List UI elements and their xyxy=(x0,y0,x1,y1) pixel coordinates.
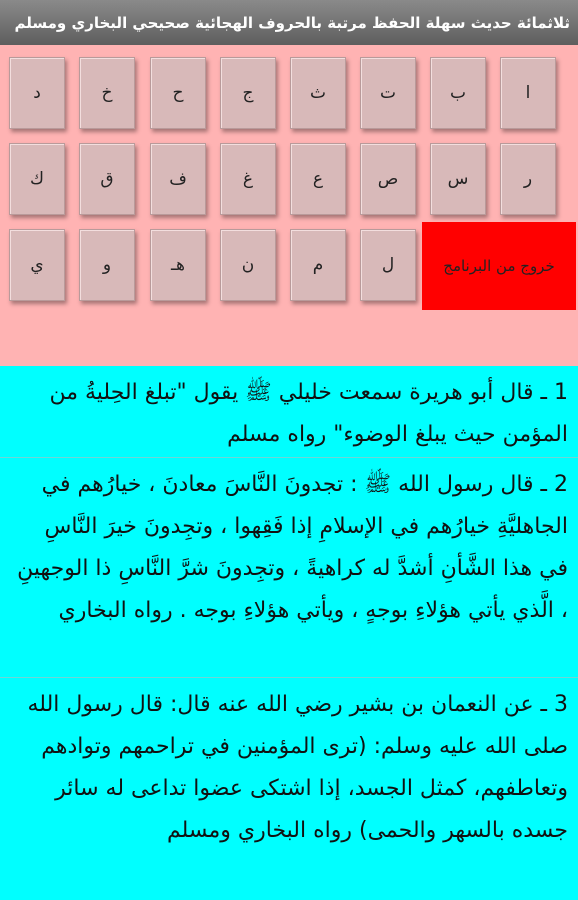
letter-key[interactable]: ص xyxy=(360,143,416,215)
letter-key[interactable]: ح xyxy=(150,57,206,129)
letter-key[interactable]: ر xyxy=(500,143,556,215)
letter-key[interactable]: غ xyxy=(220,143,276,215)
letter-key[interactable]: ا xyxy=(500,57,556,129)
letter-key[interactable]: خ xyxy=(79,57,135,129)
letter-key[interactable]: ت xyxy=(360,57,416,129)
letter-key[interactable]: و xyxy=(79,229,135,301)
letter-key[interactable]: ج xyxy=(220,57,276,129)
letter-key[interactable]: ي xyxy=(9,229,65,301)
letter-key[interactable]: ن xyxy=(220,229,276,301)
letter-key[interactable]: هـ xyxy=(150,229,206,301)
letter-key[interactable]: ل xyxy=(360,229,416,301)
hadith-list[interactable] xyxy=(0,366,578,900)
app-title: ثلاثمائة حديث سهلة الحفظ مرتبة بالحروف الهجائية صحيحي البخاري ومسلم xyxy=(14,13,570,32)
letter-key[interactable]: س xyxy=(430,143,486,215)
letter-key[interactable]: ب xyxy=(430,57,486,129)
exit-program-button[interactable]: خروج من البرنامج xyxy=(422,222,576,310)
letter-key[interactable]: م xyxy=(290,229,346,301)
letter-key[interactable]: ف xyxy=(150,143,206,215)
letter-key[interactable]: ع xyxy=(290,143,346,215)
letter-key[interactable]: ق xyxy=(79,143,135,215)
hadith-item[interactable]: 2 ـ قال رسول الله ﷺ : تجدونَ النَّاسَ معادنَ ، خيارُهم في الجاهليَّةِ خيارُهم في الإسلامِ إذا فَقِهوا ، وتجِدونَ خيرَ النَّاسِ في هذا الشَّأنِ أشدَّ له كراهيةً ، وتجِدونَ شرَّ النَّاسِ ذا الوجهينِ ، الَّذي يأتي هؤلاءِ بوجهٍ ، ويأتي هؤلاءِ بوجه . رواه البخاري xyxy=(0,458,578,678)
hadith-item[interactable]: 1 ـ قال أبو هريرة سمعت خليلي ﷺ يقول "تبلغ الحِليةُ من المؤمن حيث يبلغ الوضوء" رواه مسلم xyxy=(0,366,578,458)
app-title-bar xyxy=(0,0,578,45)
letter-keypad xyxy=(0,45,578,366)
letter-key[interactable]: د xyxy=(9,57,65,129)
letter-key[interactable]: ث xyxy=(290,57,346,129)
letter-key[interactable]: ك xyxy=(9,143,65,215)
hadith-item[interactable]: 3 ـ عن النعمان بن بشير رضي الله عنه قال: قال رسول الله صلى الله عليه وسلم: (ترى المؤمنين في تراحمهم وتوادهم وتعاطفهم، كمثل الجسد، إذا اشتكى عضوا تداعى له سائر جسده بالسهر والحمى) رواه البخاري ومسلم xyxy=(27,692,568,843)
